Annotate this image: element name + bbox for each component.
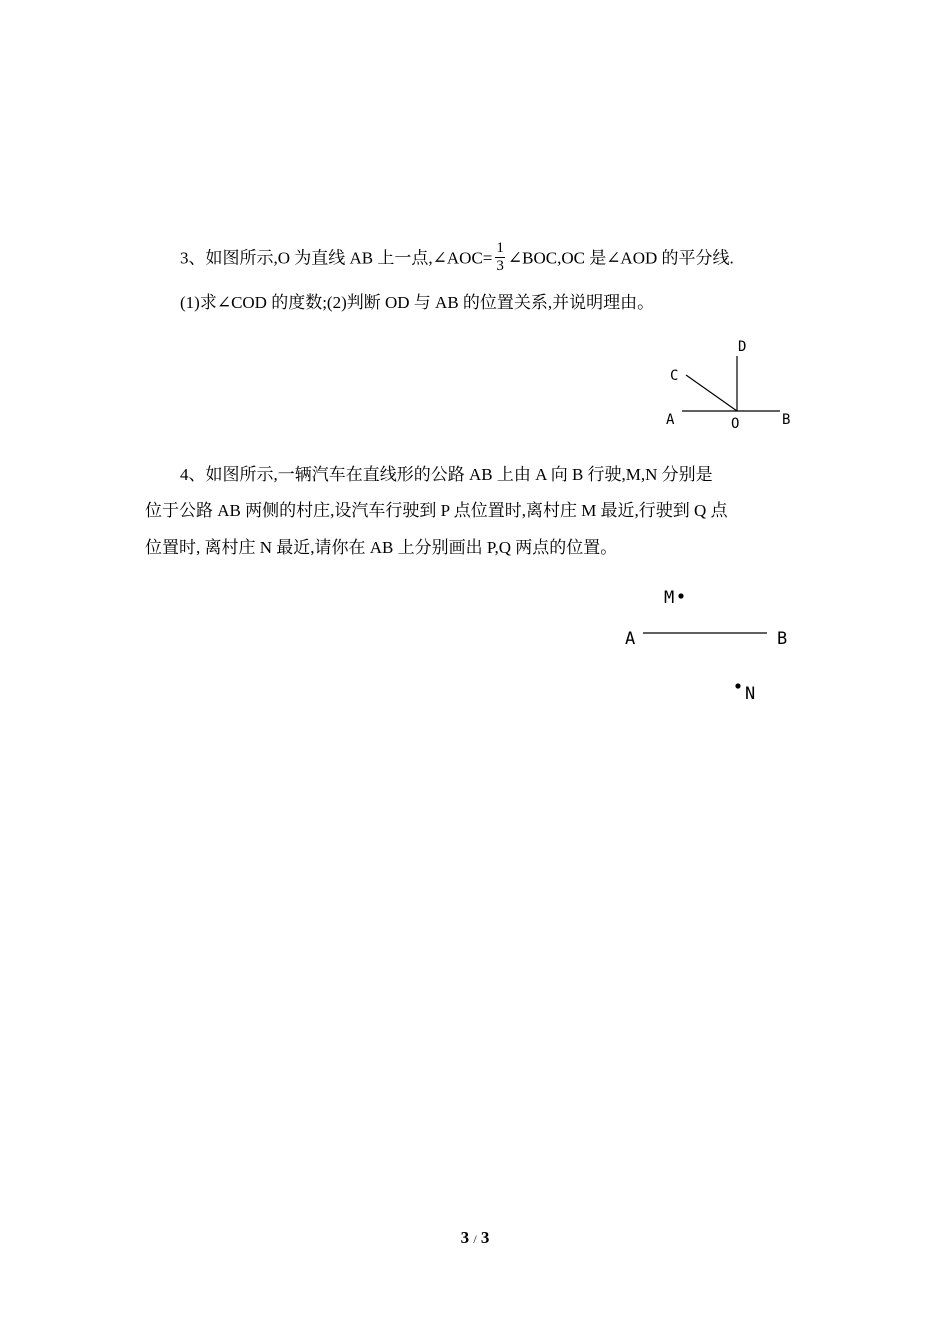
village-n-dot	[735, 683, 740, 688]
problem4-line1: 4、如图所示,一辆汽车在直线形的公路 AB 上由 A 向 B 行驶,M,N 分别是	[180, 465, 713, 484]
road-label-b: B	[777, 629, 788, 649]
label-b: B	[782, 412, 791, 428]
village-m-dot	[678, 593, 683, 598]
label-o: O	[731, 416, 740, 432]
label-c: C	[670, 368, 679, 384]
problem4-line3: 位置时, 离村庄 N 最近,请你在 AB 上分别画出 P,Q 两点的位置。	[145, 538, 618, 557]
page-separator: /	[473, 1232, 477, 1246]
problem3-text-b: ∠BOC,OC 是∠AOD 的平分线.	[507, 248, 734, 268]
page-number	[0, 1228, 950, 1248]
fraction-numerator: 1	[496, 240, 504, 256]
road-label-a: A	[625, 629, 636, 649]
village-label-m: M	[664, 588, 675, 608]
problem3-line2: (1)求∠COD 的度数;(2)判断 OD 与 AB 的位置关系,并说明理由。	[180, 293, 655, 312]
problem3-line1	[180, 242, 734, 277]
village-label-n: N	[745, 684, 756, 704]
problem4-line2: 位于公路 AB 两侧的村庄,设汽车行驶到 P 点位置时,离村庄 M 最近,行驶到 Q 点	[145, 501, 728, 520]
page-total: 3	[480, 1228, 490, 1247]
page-current: 3	[460, 1228, 470, 1247]
label-d: D	[738, 339, 747, 355]
fraction-denominator: 3	[496, 258, 504, 274]
label-a: A	[666, 412, 675, 428]
problem3-text-a: 3、如图所示,O 为直线 AB 上一点,∠AOC=	[180, 248, 493, 268]
fraction-one-third	[495, 240, 505, 275]
ray-oc	[686, 375, 737, 411]
